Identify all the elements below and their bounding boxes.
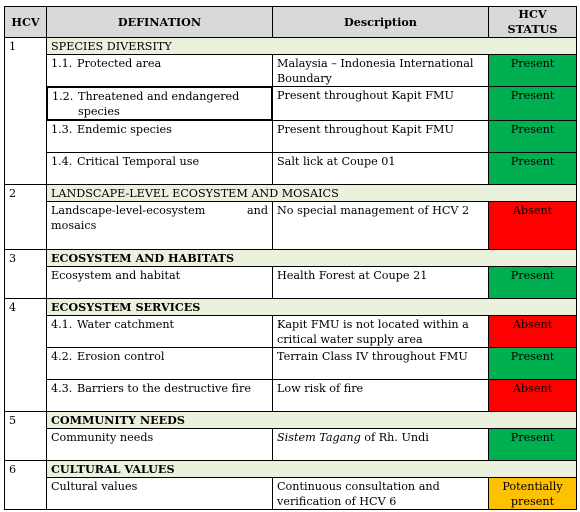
definition-text: Endemic species bbox=[77, 123, 172, 136]
description-cell: Kapit FMU is not located within a critical water supply area bbox=[273, 316, 489, 348]
definition-cell bbox=[47, 121, 273, 153]
table-row bbox=[5, 316, 577, 348]
status-badge: Present bbox=[489, 55, 577, 87]
hcv-number: 3 bbox=[5, 250, 47, 299]
table-row bbox=[5, 153, 577, 185]
section-title: COMMUNITY NEEDS bbox=[47, 412, 577, 429]
section-title: ECOSYSTEM AND HABITATS bbox=[47, 250, 577, 267]
definition-cell bbox=[47, 153, 273, 185]
table-row bbox=[5, 55, 577, 87]
status-badge: Potentially present bbox=[489, 478, 577, 510]
table-row bbox=[5, 87, 577, 121]
section-title: SPECIES DIVERSITY bbox=[47, 38, 577, 55]
definition-cell bbox=[47, 348, 273, 380]
header-definition: DEFINATION bbox=[47, 7, 273, 38]
table-header-row bbox=[5, 7, 577, 38]
definition-cell bbox=[47, 380, 273, 412]
description-cell: Low risk of fire bbox=[273, 380, 489, 412]
definition-text: Critical Temporal use bbox=[77, 155, 200, 168]
description-italic: Sistem Tagang bbox=[277, 431, 361, 444]
definition-cell bbox=[47, 55, 273, 87]
section-title: ECOSYSTEM SERVICES bbox=[47, 299, 577, 316]
row-index: 4.3. bbox=[51, 382, 73, 395]
description-cell: Present throughout Kapit FMU bbox=[273, 121, 489, 153]
definition-text-part: Landscape-level-ecosystem bbox=[51, 204, 206, 217]
table-row bbox=[5, 121, 577, 153]
definition-cell bbox=[47, 202, 273, 250]
definition-text: Protected area bbox=[77, 57, 162, 70]
header-hcv: HCV bbox=[5, 7, 47, 38]
row-index: 4.1. bbox=[51, 318, 73, 331]
definition-cell: Community needs bbox=[47, 429, 273, 461]
description-cell bbox=[273, 429, 489, 461]
definition-text: Water catchment bbox=[77, 318, 175, 331]
definition-cell: Ecosystem and habitat bbox=[47, 267, 273, 299]
hcv-number: 5 bbox=[5, 412, 47, 461]
section-title: CULTURAL VALUES bbox=[47, 461, 577, 478]
description-cell: Malaysia – Indonesia International Boundary bbox=[273, 55, 489, 87]
status-badge: Absent bbox=[489, 316, 577, 348]
section-row bbox=[5, 38, 577, 55]
hcv-number: 2 bbox=[5, 185, 47, 250]
status-badge: Present bbox=[489, 87, 577, 121]
row-index: 1.1. bbox=[51, 57, 73, 70]
status-badge: Present bbox=[489, 348, 577, 380]
table-row bbox=[5, 267, 577, 299]
table-row bbox=[5, 429, 577, 461]
section-row bbox=[5, 461, 577, 478]
description-text: of Rh. Undi bbox=[360, 431, 429, 444]
table-row bbox=[5, 348, 577, 380]
definition-text: Barriers to the destructive fire bbox=[77, 382, 251, 395]
description-cell: Terrain Class IV throughout FMU bbox=[273, 348, 489, 380]
section-row bbox=[5, 299, 577, 316]
definition-cell bbox=[47, 87, 272, 120]
table-row bbox=[5, 478, 577, 510]
hcv-number: 6 bbox=[5, 461, 47, 510]
hcv-number: 1 bbox=[5, 38, 47, 185]
definition-text: Erosion control bbox=[77, 350, 165, 363]
header-description: Description bbox=[273, 7, 489, 38]
description-cell: Salt lick at Coupe 01 bbox=[273, 153, 489, 185]
header-status: HCV STATUS bbox=[489, 7, 577, 38]
row-index: 1.3. bbox=[51, 123, 73, 136]
definition-text-part: mosaics bbox=[51, 219, 97, 232]
definition-text: Threatened and endangered species bbox=[78, 90, 240, 118]
definition-text-part: and bbox=[246, 204, 268, 217]
row-index: 1.4. bbox=[51, 155, 73, 168]
status-badge: Absent bbox=[489, 202, 577, 250]
row-index: 4.2. bbox=[51, 350, 73, 363]
description-cell: Continuous consultation and verification of HCV 6 bbox=[273, 478, 489, 510]
section-row bbox=[5, 185, 577, 202]
status-badge: Present bbox=[489, 267, 577, 299]
hcv-status-table bbox=[4, 6, 577, 510]
hcv-number: 4 bbox=[5, 299, 47, 412]
section-title: LANDSCAPE-LEVEL ECOSYSTEM AND MOSAICS bbox=[47, 185, 577, 202]
definition-cell bbox=[47, 316, 273, 348]
section-row bbox=[5, 412, 577, 429]
status-badge: Absent bbox=[489, 380, 577, 412]
section-row bbox=[5, 250, 577, 267]
status-badge: Present bbox=[489, 121, 577, 153]
status-badge: Present bbox=[489, 153, 577, 185]
description-cell: Present throughout Kapit FMU bbox=[273, 87, 489, 121]
description-cell: Health Forest at Coupe 21 bbox=[273, 267, 489, 299]
description-cell: No special management of HCV 2 bbox=[273, 202, 489, 250]
row-index: 1.2. bbox=[52, 90, 74, 103]
table-row bbox=[5, 380, 577, 412]
definition-cell: Cultural values bbox=[47, 478, 273, 510]
table-row bbox=[5, 202, 577, 250]
status-badge: Present bbox=[489, 429, 577, 461]
